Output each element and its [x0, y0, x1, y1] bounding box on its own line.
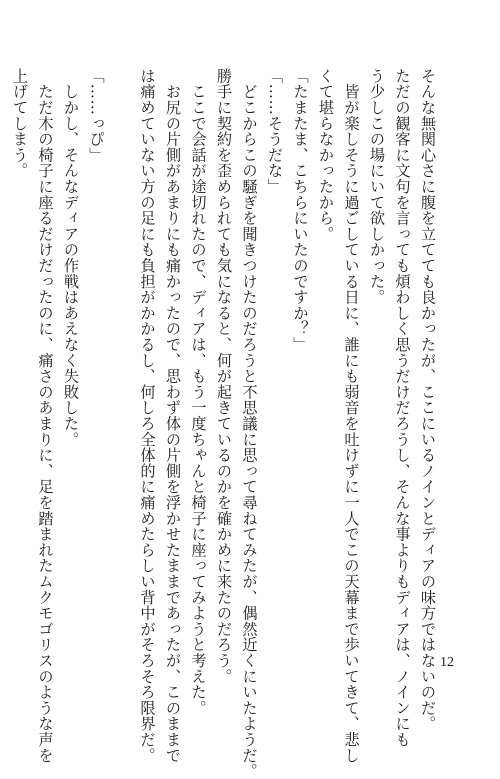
text-line: 皆が楽しそうに過ごしている日に、誰にも弱音を吐けずに一人でこの天幕まで歩いてきて、悲し — [342, 68, 361, 764]
text-line: 「たまたま、こちらにいたのですか？」 — [291, 68, 310, 353]
text-line: しかし、そんなディアの作戦はあえなく失敗した。 — [62, 68, 80, 448]
text-line: う少しこの場にいて欲しかった。 — [368, 68, 386, 305]
text-line: ただ木の椅子に座るだけだったのに、痛さのあまりに、足を踏まれたムクモゴリスのような声を — [36, 68, 55, 764]
text-line: は痛めていない方の足にも負担がかかるし、何しろ全体的に痛めたらしい背中がそろそろ限界だ。 — [138, 68, 157, 764]
text-line: ここで会話が途切れたので、ディアは、もう一度ちゃんと椅子に座ってみようと考えた。 — [189, 68, 208, 716]
vertical-body-text — [11, 68, 440, 779]
text-line: そんな無関心さに腹を立てても良かったが、ここにいるノインとディアの味方ではないのだ。 — [419, 68, 437, 732]
text-line: 「……そうだな」 — [266, 68, 284, 195]
text-line: ただの観客に文句を言っても煩わしく思うだけだろうし、そんな事よりもディアは、ノインにも — [393, 68, 412, 748]
blank-line — [109, 68, 135, 648]
text-line: お尻の片側があまりにも痛かったので、思わず体の片側を浮かせたままであったが、このままで — [164, 68, 182, 764]
text-line: どこからこの騒ぎを聞きつけたのだろうと不思議に思って尋ねてみたが、偶然近くにいたようだ。 — [240, 68, 259, 779]
text-line: くて堪らなかったから。 — [317, 68, 335, 242]
text-line: 勝手に契約を歪められても気になると、何が起きているのかを確かめに来たのだろう。 — [215, 68, 233, 685]
page-number: 12 — [440, 655, 454, 670]
text-line: 「……っぴ」 — [87, 68, 106, 163]
text-line: 上げてしまう。 — [11, 68, 29, 179]
